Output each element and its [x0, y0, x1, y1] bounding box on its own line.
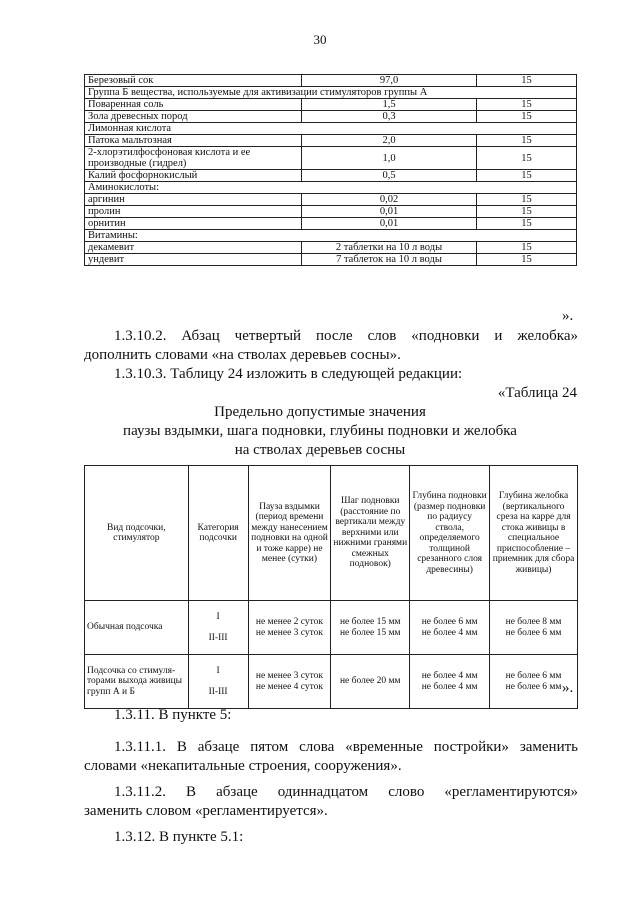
value-cell: 97,0 — [302, 75, 477, 87]
table-title-line1: Предельно допустимые значения — [214, 404, 426, 420]
substances-table — [84, 74, 577, 266]
table-row — [85, 135, 577, 147]
count-cell: 15 — [477, 254, 577, 266]
count-cell: 15 — [477, 218, 577, 230]
table-row — [85, 123, 577, 135]
header-pause: Пауза вздымки (период времени между нанесением подновки на одной и тоже карре) не менее (сутки) — [248, 466, 331, 601]
substance-name-cell: Поваренная соль — [85, 99, 302, 111]
substance-name-cell: аргинин — [85, 194, 302, 206]
row1-cat: I II-III — [188, 601, 248, 655]
group-header-cell: Группа Б вещества, используемые для активизации стимуляторов группы А — [85, 87, 577, 99]
table-title-line2: паузы вздымки, шага подновки, глубины подновки и желобка — [123, 423, 517, 439]
table-row — [85, 99, 577, 111]
group-header-cell: Аминокислоты: — [85, 182, 577, 194]
table1-close-quote: ». — [562, 308, 574, 324]
header-type: Вид подсочки, стимулятор — [85, 466, 189, 601]
value-cell: 0,02 — [302, 194, 477, 206]
substance-name-cell: орнитин — [85, 218, 302, 230]
row1-step: не более 15 мм не более 15 мм — [331, 601, 410, 655]
table-row — [85, 242, 577, 254]
count-cell: 15 — [477, 206, 577, 218]
substance-name-cell: Зола древесных пород — [85, 111, 302, 123]
para-1-3-10-3: 1.3.10.3. Таблицу 24 изложить в следующей редакции: — [114, 366, 463, 382]
count-cell: 15 — [477, 194, 577, 206]
substance-name-cell: 2-хлорэтилфосфоновая кислота и ее производные (гидрел) — [85, 147, 302, 170]
header-groove: Глубина желобка (вертикального среза на карре для стока живицы в специальное приспособление – приемник для сбора живицы) — [490, 466, 578, 601]
count-cell: 15 — [477, 170, 577, 182]
value-cell: 7 таблеток на 10 л воды — [302, 254, 477, 266]
table-title-line3: на стволах деревьев сосны — [234, 442, 406, 458]
substance-name-cell: декамевит — [85, 242, 302, 254]
para-1-3-10-2: 1.3.10.2. Абзац четвертый после слов «подновки и желобка» — [114, 328, 578, 344]
table-row — [85, 75, 577, 87]
count-cell: 15 — [477, 75, 577, 87]
value-cell: 0,5 — [302, 170, 477, 182]
para-1-3-10-2-cont: дополнить словами «на стволах деревьев сосны». — [84, 347, 401, 363]
row1-groove: не более 8 мм не более 6 мм — [490, 601, 578, 655]
para-1-3-11-2: 1.3.11.2. В абзаце одиннадцатом слово «регламентируются» — [114, 784, 578, 800]
row2-pause: не менее 3 суток не менее 4 суток — [248, 655, 331, 709]
substance-name-cell: Патока мальтозная — [85, 135, 302, 147]
header-depth: Глубина подновки (размер подновки по радиусу ствола, определяемого толщиной срезанного слоя древесины) — [410, 466, 490, 601]
para-1-3-11-1-cont: словами «некапитальные строения, сооружения». — [84, 758, 402, 774]
para-1-3-11: 1.3.11. В пункте 5: — [114, 707, 232, 723]
row2-groove: не более 6 мм не более 6 мм — [490, 655, 578, 709]
table-row — [85, 254, 577, 266]
substance-name-cell: ундевит — [85, 254, 302, 266]
count-cell: 15 — [477, 99, 577, 111]
table-row — [85, 206, 577, 218]
table-row — [85, 182, 577, 194]
row2-cat: I II-III — [188, 655, 248, 709]
page-number: 30 — [313, 32, 327, 47]
table2-close-quote: ». — [562, 680, 574, 696]
row2-type: Подсочка со стимуля-торами выхода живицы групп А и Б — [85, 655, 189, 709]
count-cell: 15 — [477, 242, 577, 254]
limits-table — [84, 465, 578, 709]
row2-step: не более 20 мм — [331, 655, 410, 709]
table-row — [85, 170, 577, 182]
count-cell: 15 — [477, 111, 577, 123]
value-cell: 2,0 — [302, 135, 477, 147]
value-cell: 2 таблетки на 10 л воды — [302, 242, 477, 254]
count-cell: 15 — [477, 135, 577, 147]
value-cell: 1,0 — [302, 147, 477, 170]
value-cell: 0,01 — [302, 206, 477, 218]
table-row — [85, 218, 577, 230]
count-cell: 15 — [477, 147, 577, 170]
value-cell: 1,5 — [302, 99, 477, 111]
table-row — [85, 230, 577, 242]
group-header-cell: Лимонная кислота — [85, 123, 577, 135]
value-cell: 0,01 — [302, 218, 477, 230]
para-1-3-11-2-cont: заменить словом «регламентируется». — [84, 803, 328, 819]
table-row — [85, 87, 577, 99]
table-row — [85, 111, 577, 123]
para-1-3-12: 1.3.12. В пункте 5.1: — [114, 829, 244, 845]
table-row — [85, 147, 577, 170]
header-step: Шаг подновки (расстояние по вертикали между верхними или нижними гранями смежных подновок) — [331, 466, 410, 601]
value-cell: 0,3 — [302, 111, 477, 123]
header-category: Категория подсочки — [188, 466, 248, 601]
row1-type: Обычная подсочка — [85, 601, 189, 655]
substance-name-cell: Березовый сок — [85, 75, 302, 87]
substance-name-cell: пролин — [85, 206, 302, 218]
row2-depth: не более 4 мм не более 4 мм — [410, 655, 490, 709]
table-24-ref: «Таблица 24 — [497, 385, 577, 401]
substance-name-cell: Калий фосфорнокислый — [85, 170, 302, 182]
row1-depth: не более 6 мм не более 4 мм — [410, 601, 490, 655]
para-1-3-11-1: 1.3.11.1. В абзаце пятом слова «временные постройки» заменить — [114, 739, 578, 755]
group-header-cell: Витамины: — [85, 230, 577, 242]
table-row — [85, 194, 577, 206]
row1-pause: не менее 2 суток не менее 3 суток — [248, 601, 331, 655]
